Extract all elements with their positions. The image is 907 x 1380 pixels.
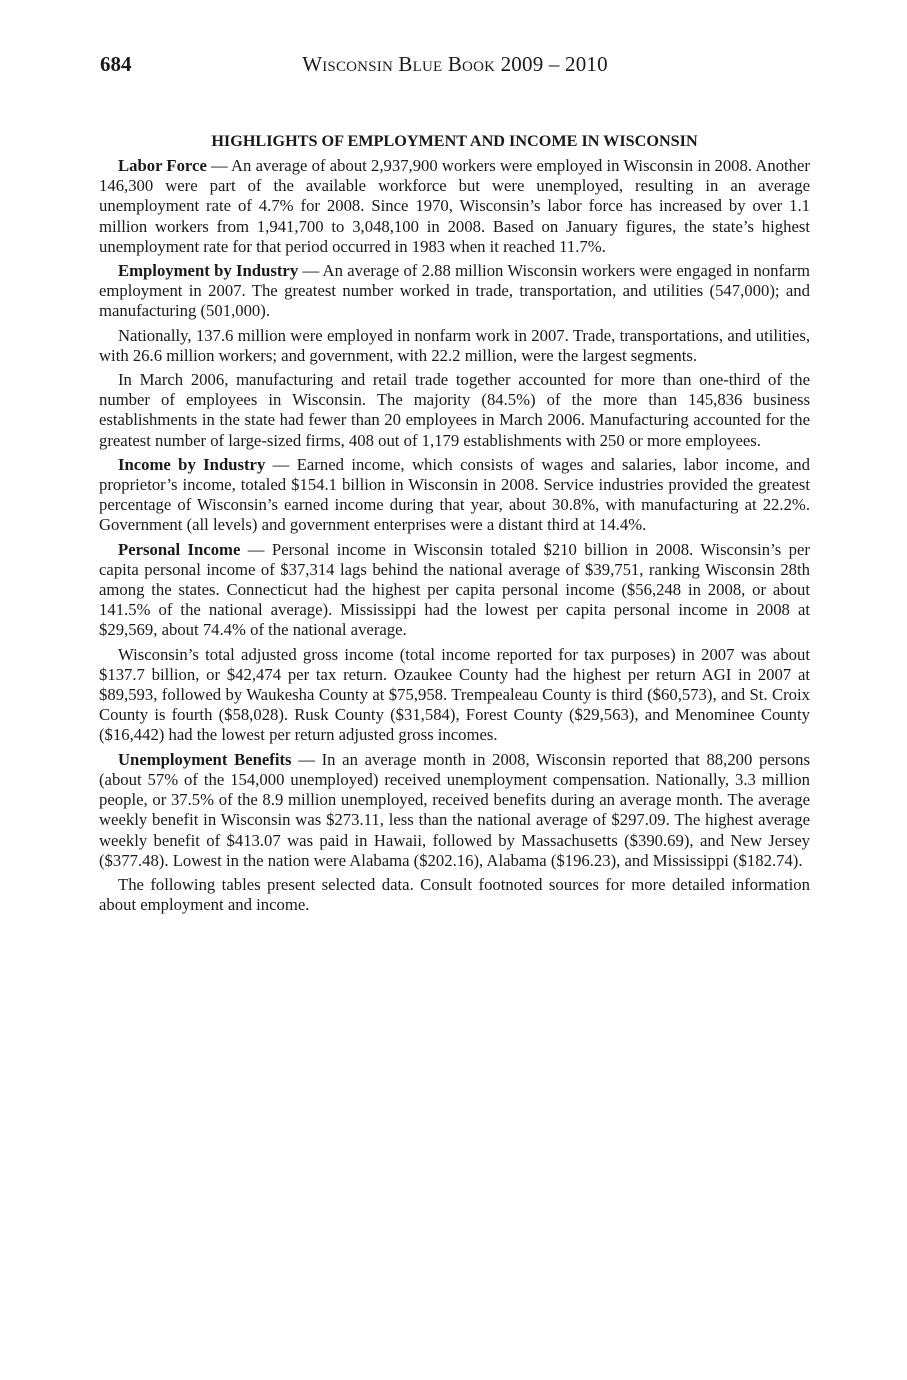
paragraph-labor-force xyxy=(99,156,810,257)
section-title: HIGHLIGHTS OF EMPLOYMENT AND INCOME IN WISCONSIN xyxy=(211,132,698,150)
text-tables-note: The following tables present selected data. Consult footnoted sources for more detailed information about employment and income. xyxy=(99,874,810,915)
lead-unemployment-benefits: Unemployment Benefits xyxy=(118,749,292,769)
text-national-employment: Nationally, 137.6 million were employed in nonfarm work in 2007. Trade, transportations, and utilities, with 26.6 million workers; and government, with 22.2 million, were the largest segments. xyxy=(99,325,810,365)
text-establishments: In March 2006, manufacturing and retail trade together accounted for more than one-third of the number of employees in Wisconsin. The majority (84.5%) of the more than 145,836 business establishments in the state had fewer than 20 employees in March 2006. Manufacturing accounted for the greatest number of large-sized firms, 408 out of 1,179 establishments with 250 or more employees. xyxy=(99,370,810,450)
text-adjusted-gross-income: Wisconsin’s total adjusted gross income (total income reported for tax purposes) in 2007 was about $137.7 billion, or $42,474 per tax return. Ozaukee County had the highest per return AGI in 2007 at $89,593, followed by Waukesha County at $75,958. Trempealeau County is third ($60,573), and St. Croix County is fourth ($58,028). Rusk County ($31,584), Forest County ($29,563), and Menominee County ($16,442) had the lowest per return adjusted gross incomes. xyxy=(99,644,810,745)
lead-income-by-industry: Income by Industry xyxy=(118,454,266,474)
page-number: 684 xyxy=(100,52,132,76)
paragraph-personal-income xyxy=(99,540,810,641)
page-header xyxy=(100,52,810,82)
paragraph-employment-by-industry xyxy=(99,261,810,322)
paragraph-establishments xyxy=(99,370,810,451)
paragraph-income-by-industry xyxy=(99,455,810,536)
lead-employment-by-industry: Employment by Industry xyxy=(118,261,299,281)
text-labor-force: — An average of about 2,937,900 workers were employed in Wisconsin in 2008. Another 146,300 were part of the available workforce but were unemployed, resulting in an average unemployment rate of 4.7% for 2008. Since 1970, Wisconsin’s labor force has increased by over 1.1 million workers from 1,941,700 to 3,048,100 in 2008. Based on January figures, the state’s highest unemployment rate for that period occurred in 1983 when it reached 11.7%. xyxy=(99,156,810,256)
text-personal-income: — Personal income in Wisconsin totaled $210 billion in 2008. Wisconsin’s per capita personal income of $37,314 lags behind the national average of $39,751, ranking Wisconsin 28th among the states. Connecticut had the highest per capita personal income ($56,248 in 2008, or about 141.5% of the national average). Mississippi had the lowest per capita personal income in 2008 at $29,569, about 74.4% of the national average. xyxy=(99,539,810,640)
lead-personal-income: Personal Income xyxy=(118,539,241,559)
lead-labor-force: Labor Force xyxy=(118,156,207,175)
article-body xyxy=(99,131,810,919)
paragraph-unemployment-benefits xyxy=(99,750,810,871)
text-unemployment-benefits: — In an average month in 2008, Wisconsin reported that 88,200 persons (about 57% of the 154,000 unemployed) received unemployment compensation. Nationally, 3.3 million people, or 37.5% of the 8.9 million unemployed, received benefits during an average month. The average weekly benefit in Wisconsin was $273.11, less than the national average of $297.09. The highest average weekly benefit of $413.07 was paid in Hawaii, followed by Massachusetts ($390.69), and New Jersey ($377.48). Lowest in the nation were Alabama ($202.16), Alabama ($196.23), and Mississippi ($182.74). xyxy=(99,749,811,870)
paragraph-adjusted-gross-income xyxy=(99,645,810,746)
text-income-by-industry: — Earned income, which consists of wages and salaries, labor income, and proprietor’s income, totaled $154.1 billion in Wisconsin in 2008. Service industries provided the greatest percentage of Wisconsin’s earned income during that year, about 30.8%, with manufacturing at 22.2%. Government (all levels) and government enterprises were a distant third at 14.4%. xyxy=(99,454,810,535)
running-head: Wisconsin Blue Book 2009 – 2010 xyxy=(302,52,608,76)
text-employment-by-industry: — An average of 2.88 million Wisconsin workers were engaged in nonfarm employment in 2007. The greatest number worked in trade, transportation, and utilities (547,000); and manufacturing (501,000). xyxy=(99,261,810,321)
paragraph-national-employment xyxy=(99,326,810,366)
paragraph-tables-note xyxy=(99,875,810,915)
